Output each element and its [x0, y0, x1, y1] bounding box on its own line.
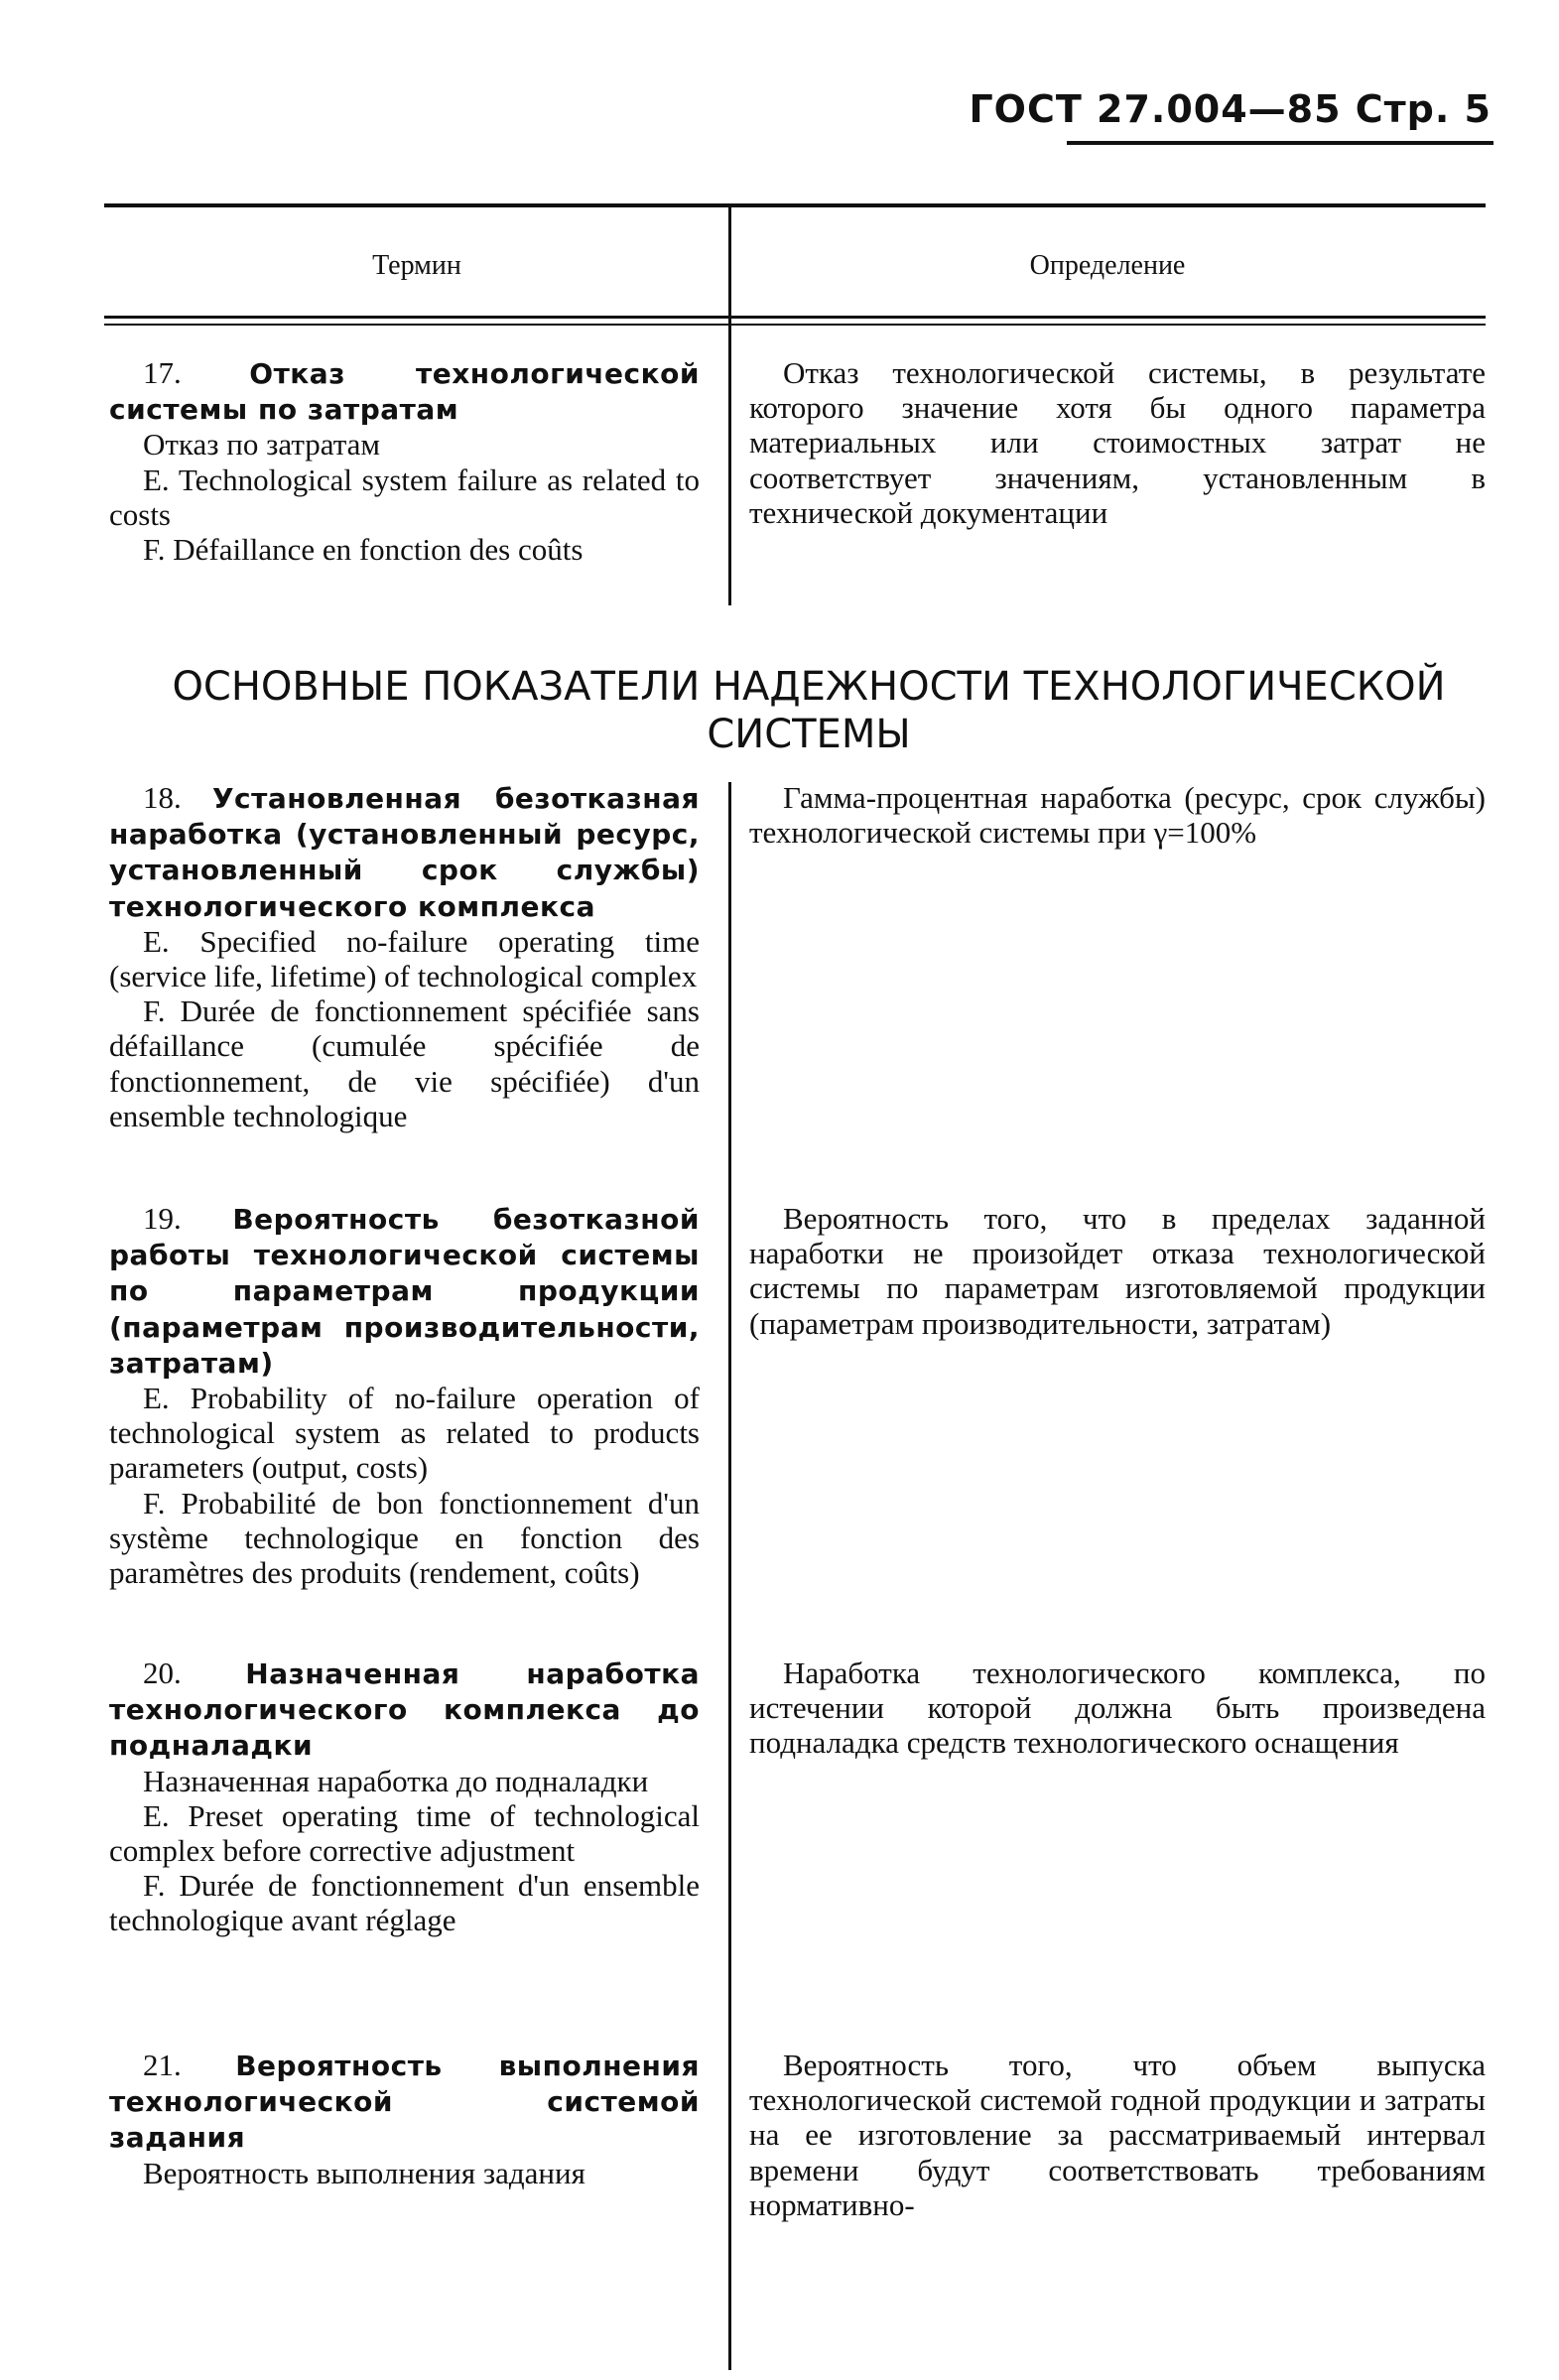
entry-17-definition: Отказ технологической системы, в результате которого значение хотя бы одного параметра материальных или стоимостных затрат не соответствует значениям, установленным в технической документации — [749, 355, 1486, 530]
entry-17-term — [109, 355, 700, 567]
entry-fr: F. Durée de fonctionnement d'un ensemble technologique avant réglage — [109, 1868, 700, 1938]
entry-term: Вероятность выполнения технологической системой задания — [109, 2049, 700, 2155]
entry-term: Назначенная наработка технологического комплекса до подналадки — [109, 1657, 700, 1763]
entry-fr: F. Probabilité de bon fonctionnement d'un système technologique en fonction des paramètres des produits (rendement, coûts) — [109, 1485, 700, 1591]
entry-term: Отказ технологической системы по затратам — [109, 357, 700, 427]
entry-en: E. Preset operating time of technological complex before corrective adjustment — [109, 1797, 700, 1869]
entry-synonym: Отказ по затратам — [143, 427, 381, 463]
column-header-term: Термин — [372, 250, 461, 281]
entry-number: 21. — [143, 2048, 182, 2082]
entry-21-definition: Вероятность того, что объем выпуска технологической системой годной продукции и затраты на ее изготовление за рассматриваемый интервал времени будут соответствовать требованиям нормативно- — [749, 2048, 1486, 2222]
table-header-rule — [104, 316, 1486, 319]
entry-18-term — [109, 780, 700, 1133]
entry-19-definition: Вероятность того, что в пределах заданной наработки не произойдет отказа технологической системы по параметрам изготовляемой продукции (параметрам производительности, затратам) — [749, 1201, 1486, 1341]
entry-18-definition: Гамма-процентная наработка (ресурс, срок службы) технологической системы при γ=100% — [749, 780, 1486, 851]
column-divider — [728, 782, 731, 2370]
entry-19-term — [109, 1201, 700, 1590]
column-divider — [728, 203, 731, 605]
page-header: ГОСТ 27.004—85 Стр. 5 — [969, 87, 1492, 131]
entry-term: Вероятность безотказной работы технологической системы по параметрам продукции (параметрам производительности, затратам) — [109, 1203, 701, 1380]
entry-en: E. Probability of no-failure operation of technological system as related to products parameters (output, costs) — [109, 1381, 700, 1486]
entry-synonym: Вероятность выполнения задания — [143, 2155, 585, 2190]
table-header-rule-double — [104, 324, 1486, 326]
entry-20-term — [109, 1655, 700, 1938]
entry-en: E. Technological system failure as related to costs — [109, 462, 700, 532]
entry-21-term — [109, 2048, 700, 2190]
entry-number: 17. — [143, 355, 182, 390]
entry-term: Установленная безотказная наработка (установленный ресурс, установленный срок службы) технологического комплекса — [109, 782, 700, 923]
entry-fr: F. Durée de fonctionnement spécifiée sans défaillance (cumulée spécifiée de fonctionnement, de vie spécifiée) d'un ensemble technologique — [109, 993, 700, 1133]
entry-en: E. Specified no-failure operating time (service life, lifetime) of technological complex — [109, 923, 700, 994]
column-header-definition: Определение — [1029, 250, 1186, 281]
entry-20-definition: Наработка технологического комплекса, по истечении которой должна быть произведена подналадка средств технологического оснащения — [749, 1655, 1486, 1761]
entry-synonym: Назначенная наработка до подналадки — [143, 1763, 649, 1798]
section-title: ОСНОВНЫЕ ПОКАЗАТЕЛИ НАДЕЖНОСТИ ТЕХНОЛОГИЧЕСКОЙ СИСТЕМЫ — [172, 664, 1446, 757]
entry-fr: F. Défaillance en fonction des coûts — [143, 532, 584, 568]
table-top-rule — [104, 203, 1486, 207]
header-rule — [1067, 141, 1494, 145]
entry-number: 18. — [143, 780, 182, 815]
entry-number: 19. — [143, 1201, 182, 1236]
entry-number: 20. — [143, 1655, 182, 1690]
